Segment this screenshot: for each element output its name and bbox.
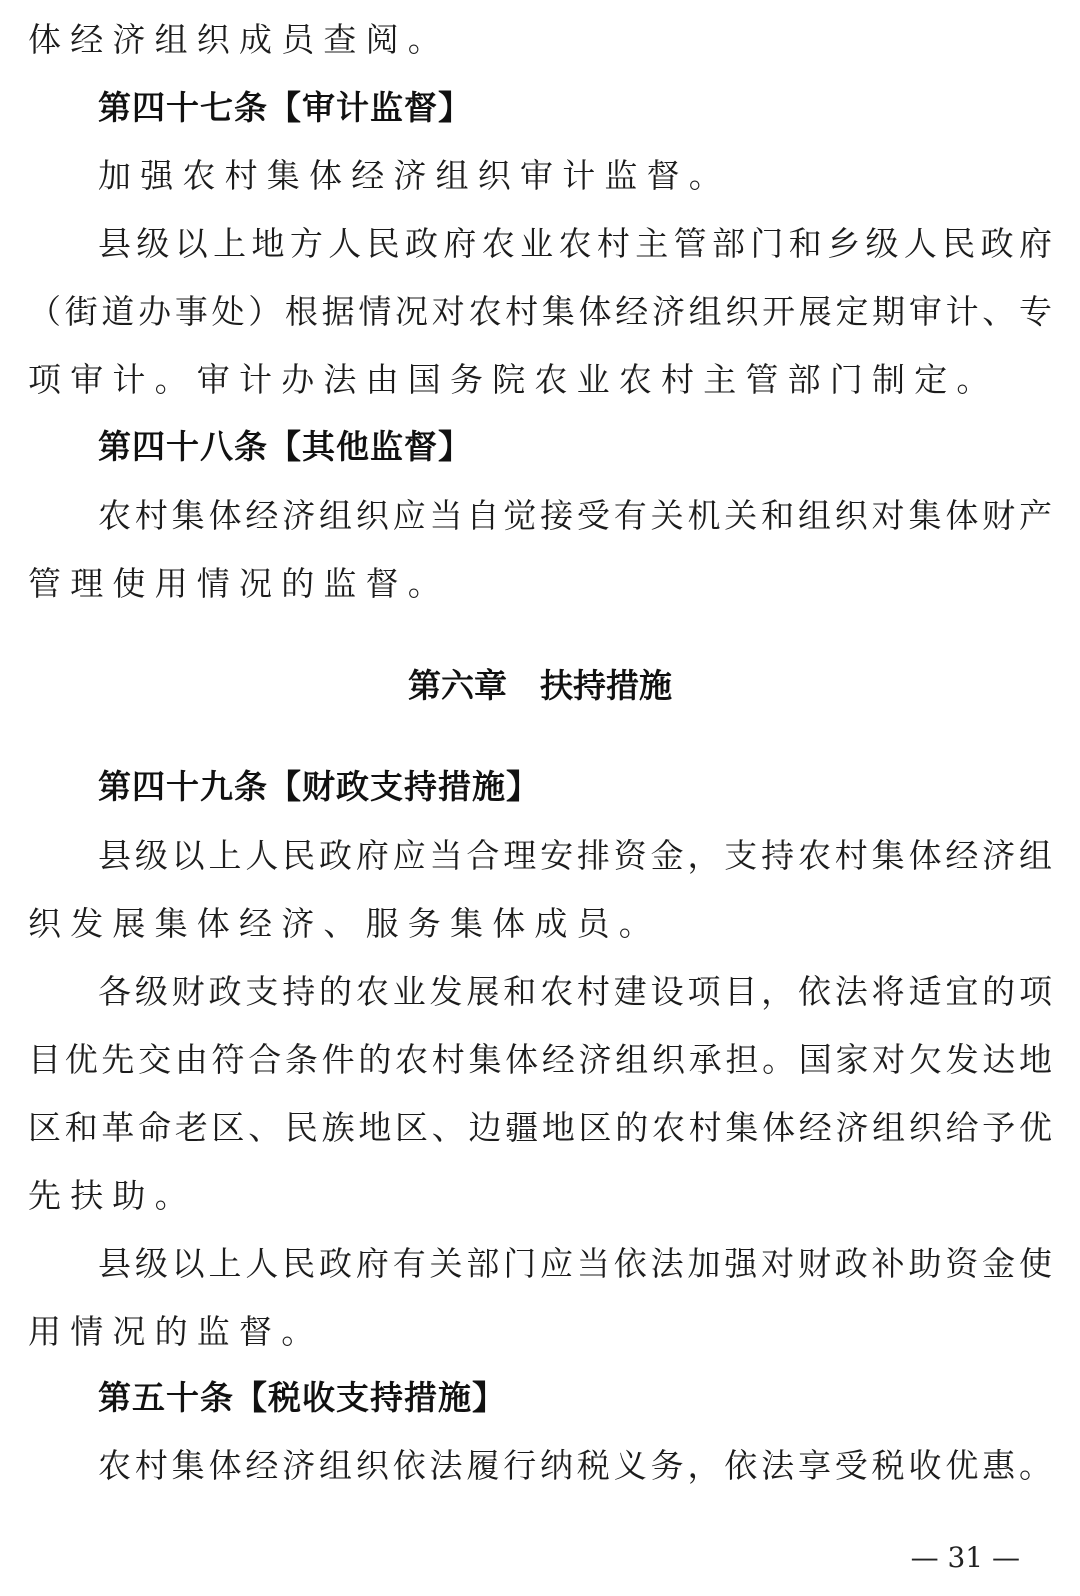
text-line: 农村集体经济组织应当自觉接受有关机关和组织对集体财产 xyxy=(98,496,1052,535)
article-49-heading: 第四十九条【财政支持措施】 xyxy=(98,767,540,806)
text-line: 体经济组织成员查阅。 xyxy=(28,20,450,59)
text-line: 加强农村集体经济组织审计监督。 xyxy=(98,156,731,195)
text-line: 区和革命老区、民族地区、边疆地区的农村集体经济组织给予优 xyxy=(28,1108,1052,1147)
text-line: 县级以上人民政府有关部门应当依法加强对财政补助资金使 xyxy=(98,1244,1052,1283)
text-line: 管理使用情况的监督。 xyxy=(28,564,450,603)
article-50-heading: 第五十条【税收支持措施】 xyxy=(98,1378,506,1417)
text-line: 用情况的监督。 xyxy=(28,1312,324,1351)
text-line: 农村集体经济组织依法履行纳税义务，依法享受税收优惠。 xyxy=(98,1446,1052,1485)
article-47-heading: 第四十七条【审计监督】 xyxy=(98,88,472,127)
text-line: 县级以上地方人民政府农业农村主管部门和乡级人民政府 xyxy=(98,224,1052,263)
article-48-heading: 第四十八条【其他监督】 xyxy=(98,427,472,466)
text-line: 项审计。审计办法由国务院农业农村主管部门制定。 xyxy=(28,360,999,399)
text-line: 各级财政支持的农业发展和农村建设项目，依法将适宜的项 xyxy=(98,972,1052,1011)
text-line: （街道办事处）根据情况对农村集体经济组织开展定期审计、专 xyxy=(28,292,1052,331)
text-line: 先扶助。 xyxy=(28,1176,197,1215)
page-number: — 31 — xyxy=(910,1541,1020,1574)
text-line: 目优先交由符合条件的农村集体经济组织承担。国家对欠发达地 xyxy=(28,1040,1052,1079)
text-line: 织发展集体经济、服务集体成员。 xyxy=(28,904,661,943)
text-line: 县级以上人民政府应当合理安排资金，支持农村集体经济组 xyxy=(98,836,1052,875)
chapter-6-title: 第六章 扶持措施 xyxy=(408,666,672,705)
